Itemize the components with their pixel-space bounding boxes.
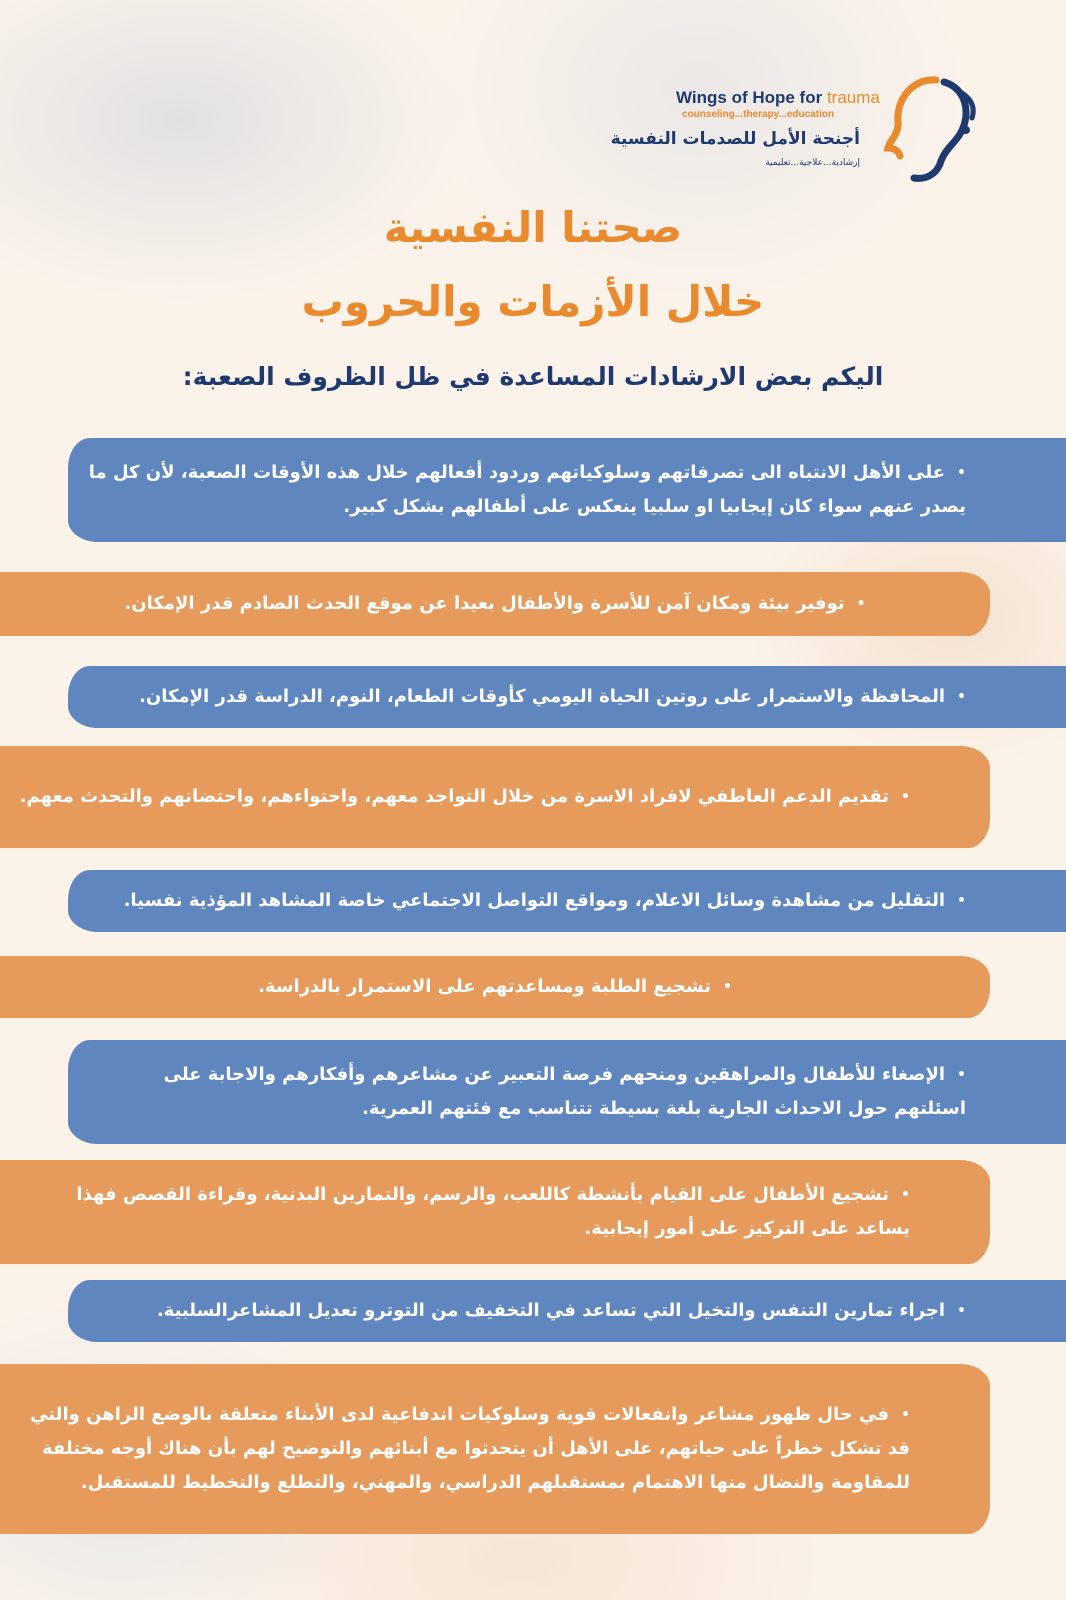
bullet-icon: •	[957, 689, 966, 705]
tip-text: تقديم الدعم العاطفي لافراد الاسرة من خلال التواجد معهم، واحتواءهم، واحتضانهم والتحدث معهم.	[19, 786, 890, 807]
tip-text: اجراء تمارين التنفس والتخيل التي تساعد في التخفيف من التوترو تعديل المشاعرالسلبية.	[156, 1300, 946, 1321]
tip-text: توفير بيئة ومكان آمن للأسرة والأطفال بعيدا عن موقع الحدث الصادم قدر الإمكان.	[124, 593, 845, 614]
page-title-line2: خلال الأزمات والحروب	[301, 277, 765, 326]
bullet-icon: •	[722, 979, 732, 995]
bullet-icon: •	[901, 1187, 910, 1203]
tip-text: التقليل من مشاهدة وسائل الاعلام، ومواقع التواصل الاجتماعي خاصة المشاهد المؤذية نفسيا.	[123, 890, 946, 911]
tip-text: الإصغاء للأطفال والمراهقين ومنحهم فرصة التعبير عن مشاعرهم وأفكارهم والاجابة على اسئلتهم حول الاحداث الجارية بلغة بسيطة تتناسب مع فئتهم العمرية.	[163, 1064, 966, 1119]
bullet-icon: •	[856, 596, 866, 612]
tip-text: المحافظة والاستمرار على روتين الحياة اليومي كأوقات الطعام، النوم، الدراسة قدر الإمكان.	[139, 686, 946, 707]
tip-item-7	[68, 1040, 1066, 1144]
logo-arabic-name: أجنحة الأمل للصدمات النفسية	[610, 129, 860, 149]
tip-text: في حال ظهور مشاعر وانفعالات قوية وسلوكيات اندفاعية لدى الأبناء متعلقة بالوضع الراهن والتي قد تشكل خطراً على حياتهم، على الأهل أن يتحدثوا مع أبنائهم والتوضيح لهم بأن هناك أوجه مختلفة للمقاومة والنضال منها الاهتمام بمستقبلهم الدراسي، والمهني، والتطلع والتخطيط للمستقبل.	[30, 1404, 910, 1493]
page-title-line1: صحتنا النفسية	[383, 203, 683, 252]
tip-item-3	[68, 666, 1066, 728]
tip-item-10	[0, 1364, 990, 1534]
bullet-icon: •	[957, 1303, 966, 1319]
tip-item-6	[0, 956, 990, 1018]
tip-item-8	[0, 1160, 990, 1264]
bullet-icon: •	[957, 893, 966, 909]
bullet-icon: •	[957, 465, 966, 481]
tip-item-9	[68, 1280, 1066, 1342]
tip-item-1	[68, 438, 1066, 542]
logo-arabic-tagline: إرشادية...علاجية...تعليمية	[765, 158, 860, 168]
tip-item-5	[68, 870, 1066, 932]
intro-subtitle: اليكم بعض الارشادات المساعدة في ظل الظروف الصعبة:	[182, 362, 884, 391]
wing-face-icon	[874, 74, 984, 186]
logo-english-name: Wings of Hope for trauma	[676, 88, 880, 107]
bullet-icon: •	[957, 1067, 966, 1083]
bullet-icon: •	[901, 789, 910, 805]
bullet-icon: •	[901, 1407, 910, 1423]
tip-item-2	[0, 572, 990, 636]
tip-text: على الأهل الانتباه الى تصرفاتهم وسلوكياتهم وردود أفعالهم خلال هذه الأوقات الصعبة، لأن كل ما يصدر عنهم سواء كان إيجابيا او سلبيا ينعكس على أطفالهم بشكل كبير.	[88, 462, 966, 517]
wings-of-hope-logo	[610, 74, 988, 194]
tip-item-4	[0, 746, 990, 848]
tip-text: تشجيع الطلبة ومساعدتهم على الاستمرار بالدراسة.	[258, 976, 711, 997]
tip-text: تشجيع الأطفال على القيام بأنشطة كاللعب، والرسم، والتمارين البدنية، وقراءة القصص فهذا يساعد على التركيز على أمور إيجابية.	[76, 1184, 910, 1239]
logo-english-tagline: counseling...therapy...education	[682, 109, 835, 120]
